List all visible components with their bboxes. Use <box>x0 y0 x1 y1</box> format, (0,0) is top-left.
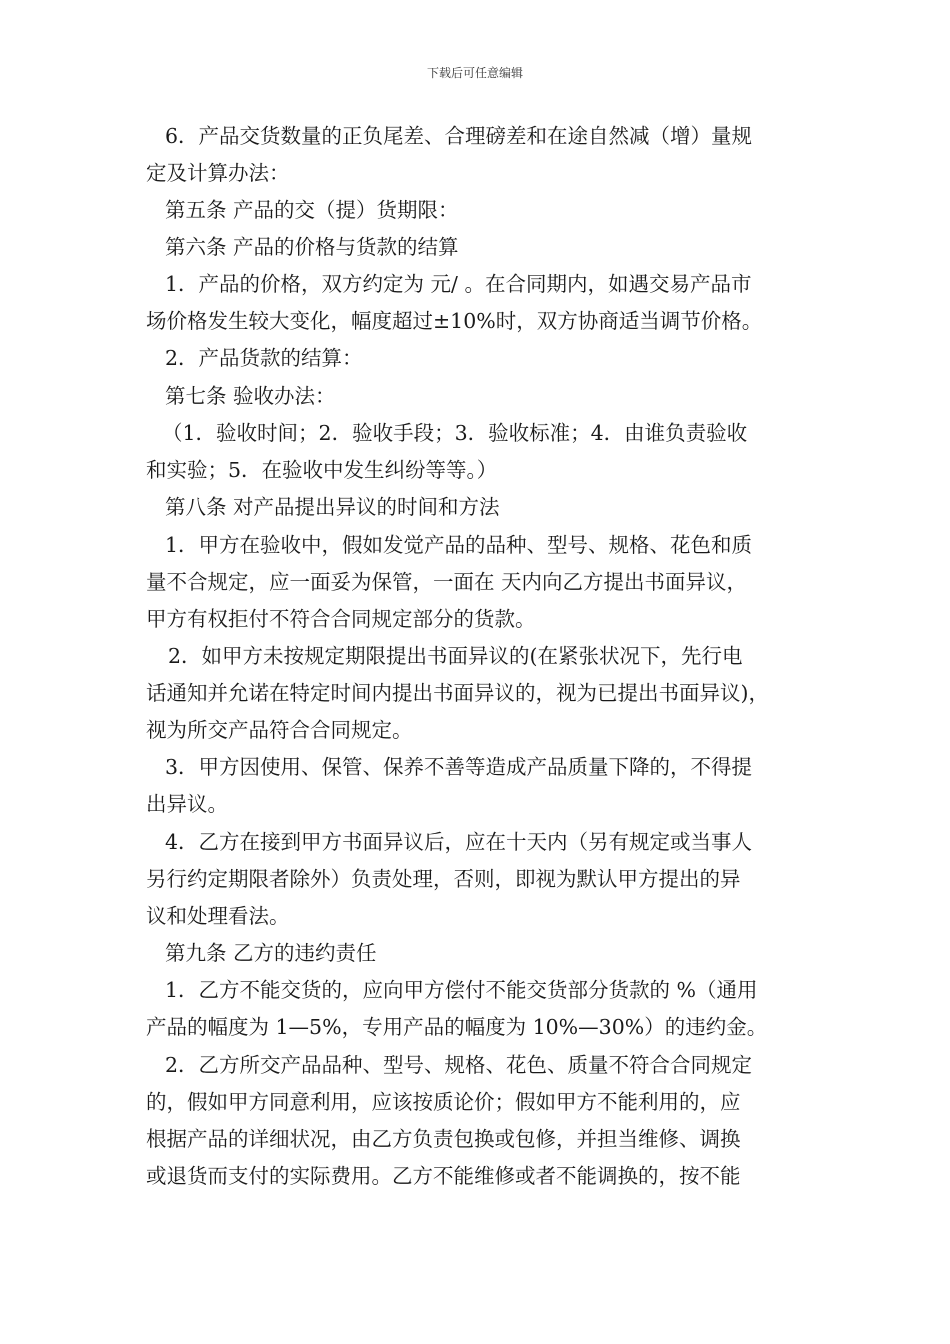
text-line: 甲方有权拒付不符合合同规定部分的货款。 <box>146 607 536 631</box>
text-line: 议和处理看法。 <box>146 904 290 928</box>
text-line: 第五条 产品的交（提）货期限： <box>165 198 459 222</box>
text-line: 场价格发生较大变化，幅度超过±10%时，双方协商适当调节价格。 <box>146 309 763 333</box>
page-header: 下载后可任意编辑 <box>426 66 523 80</box>
text-line: 视为所交产品符合合同规定。 <box>146 718 413 742</box>
text-line: 出异议。 <box>146 792 228 816</box>
text-line: 或退货而支付的实际费用。乙方不能维修或者不能调换的，按不能 <box>146 1164 741 1188</box>
text-line: （1．验收时间；2．验收手段；3．验收标准；4．由谁负责验收 <box>162 421 748 445</box>
text-line: 3．甲方因使用、保管、保养不善等造成产品质量下降的，不得提 <box>165 755 753 779</box>
text-line: 1．乙方不能交货的，应向甲方偿付不能交货部分货款的 %（通用 <box>165 978 758 1002</box>
text-line: 2．产品货款的结算： <box>165 346 363 370</box>
text-line: 6．产品交货数量的正负尾差、合理磅差和在途自然减（增）量规 <box>165 124 753 148</box>
text-line: 4．乙方在接到甲方书面异议后，应在十天内（另有规定或当事人 <box>165 830 753 854</box>
text-line: 另行约定期限者除外）负责处理，否则，即视为默认甲方提出的异 <box>146 867 741 891</box>
text-line: 第六条 产品的价格与货款的结算 <box>165 235 459 259</box>
text-line: 第八条 对产品提出异议的时间和方法 <box>165 495 500 519</box>
text-line: 根据产品的详细状况，由乙方负责包换或包修，并担当维修、调换 <box>146 1127 741 1151</box>
text-line: 量不合规定，应一面妥为保管，一面在 天内向乙方提出书面异议， <box>146 570 748 594</box>
text-line: 定及计算办法： <box>146 161 290 185</box>
text-line: 2．如甲方未按规定期限提出书面异议的(在紧张状况下，先行电 <box>168 644 743 668</box>
text-line: 第九条 乙方的违约责任 <box>165 941 377 965</box>
text-line: 2．乙方所交产品品种、型号、规格、花色、质量不符合合同规定 <box>165 1053 753 1077</box>
text-line: 产品的幅度为 1—5%，专用产品的幅度为 10%—30%）的违约金。 <box>146 1015 768 1039</box>
text-line: 第七条 验收办法： <box>165 384 336 408</box>
text-line: 和实验；5．在验收中发生纠纷等等。） <box>146 458 498 482</box>
text-line: 1．产品的价格，双方约定为 元/ 。在合同期内，如遇交易产品市 <box>165 272 752 296</box>
text-line: 话通知并允诺在特定时间内提出书面异议的，视为已提出书面异议)， <box>146 681 769 705</box>
text-line: 的，假如甲方同意利用，应该按质论价；假如甲方不能利用的，应 <box>146 1090 741 1114</box>
text-line: 1．甲方在验收中，假如发觉产品的品种、型号、规格、花色和质 <box>165 533 753 557</box>
